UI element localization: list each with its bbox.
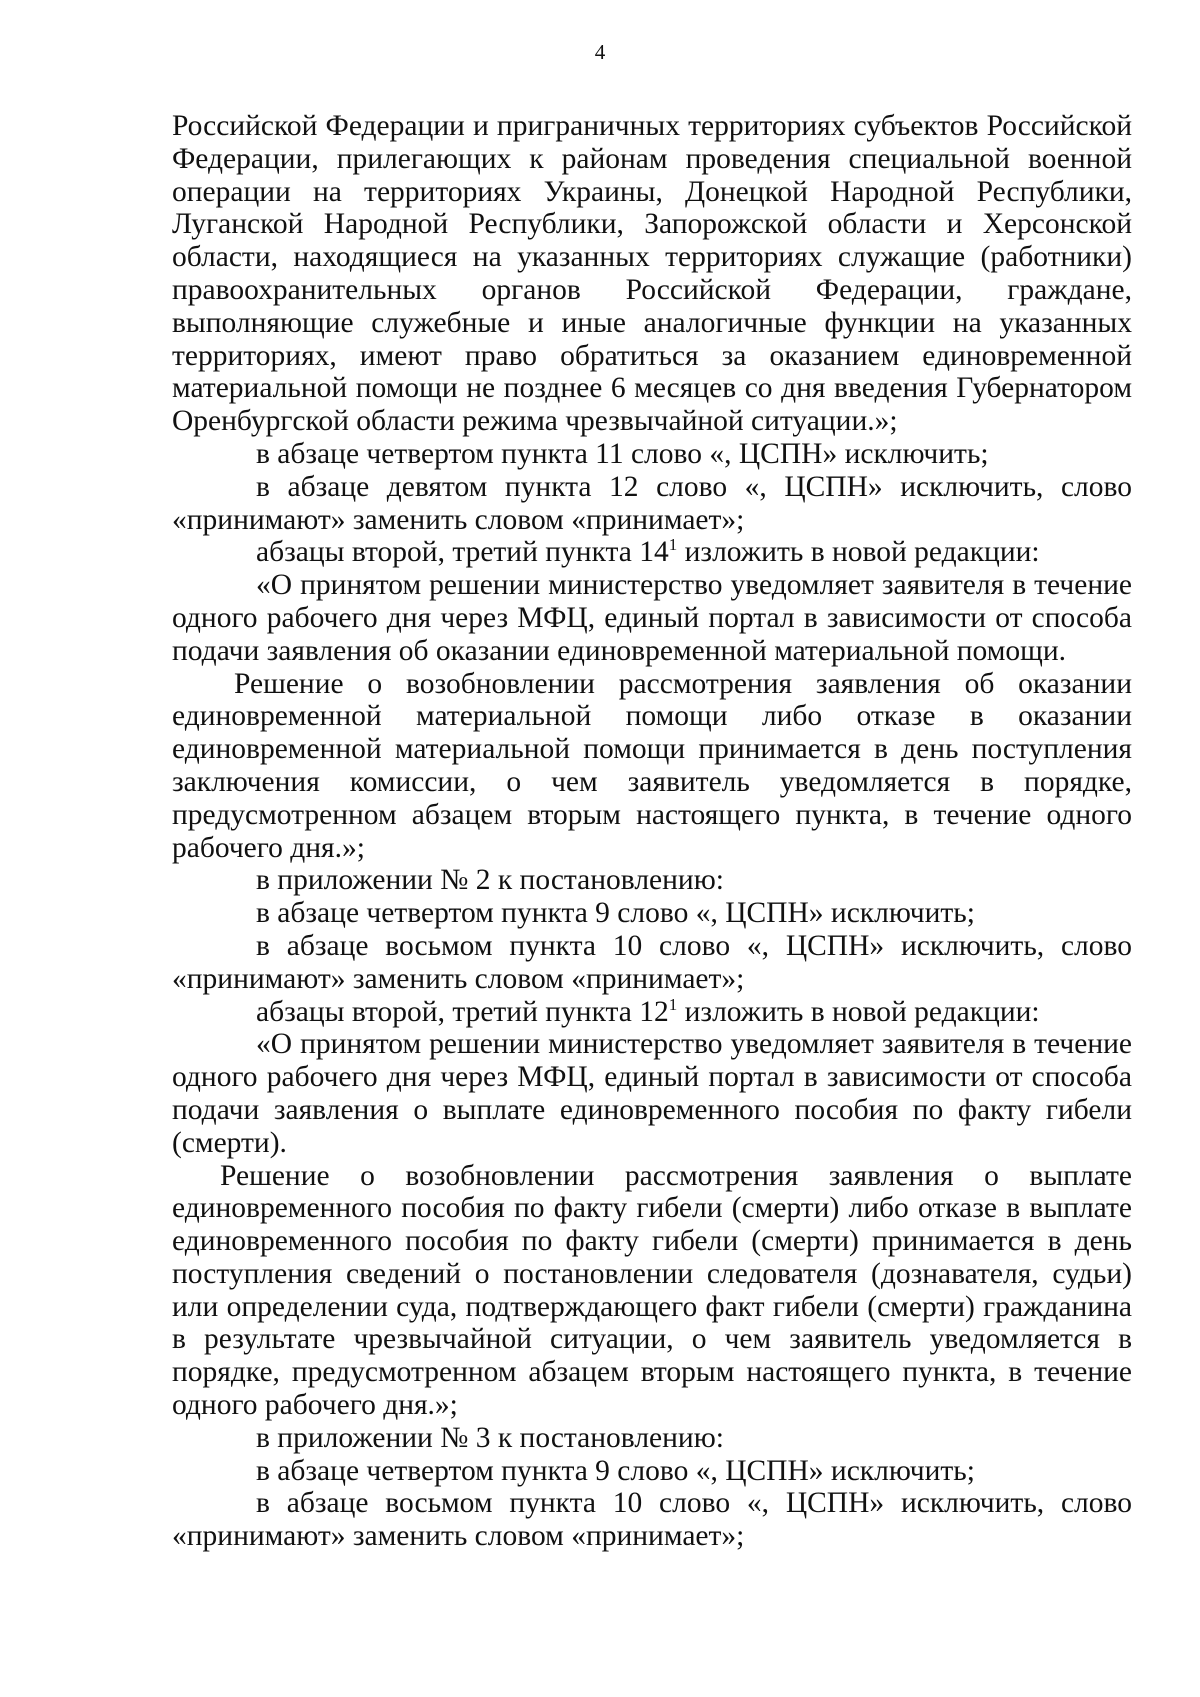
paragraph-amendment: в приложении № 2 к постановлению:	[256, 864, 724, 897]
superscript: 1	[668, 535, 678, 555]
paragraph-text: абзацы второй, третий пункта 12	[256, 995, 669, 1028]
paragraph-amendment	[172, 536, 1132, 569]
document-body	[172, 110, 1132, 1553]
paragraph-amendment: в абзаце девятом пункта 12 слово «, ЦСПН» исключить, слово «принимают» заменить словом «принимает»;	[172, 470, 1132, 536]
paragraph-quote: Решение о возобновлении рассмотрения заявления о выплате единовременного пособия по факту гибели (смерти) либо отказе в выплате единовременного пособия по факту гибели (смерти) принимается в день поступления сведений о постановлении следователя (дознавателя, судьи) или определении суда, подтверждающего факт гибели (смерти) гражданина в результате чрезвычайной ситуации, о чем заявитель уведомляется в порядке, предусмотренном абзацем вторым настоящего пункта, в течение одного рабочего дня.»;	[172, 1159, 1132, 1422]
paragraph-quote: Решение о возобновлении рассмотрения заявления об оказании единовременной материальной помощи либо отказе в оказании единовременной материальной помощи принимается в день поступления заключения комиссии, о чем заявитель уведомляется в порядке, предусмотренном абзацем вторым настоящего пункта, в течение одного рабочего дня.»;	[172, 667, 1132, 864]
paragraph-amendment: в приложении № 3 к постановлению:	[256, 1421, 724, 1454]
paragraph-quote: «О принятом решении министерство уведомляет заявителя в течение одного рабочего дня через МФЦ, единый портал в зависимости от способа подачи заявления об оказании единовременной материальной помощи.	[172, 569, 1132, 667]
paragraph-continuation: Российской Федерации и приграничных территориях субъектов Российской Федерации, прилегающих к районам проведения специальной военной операции на территориях Украины, Донецкой Народной Республики, Луганской Народной Республики, Запорожской области и Херсонской области, находящиеся на указанных территориях служащие (работники) правоохранительных органов Российской Федерации, граждане, выполняющие служебные и иные аналогичные функции на указанных территориях, имеют право обратиться за оказанием единовременной материальной помощи не позднее 6 месяцев со дня введения Губернатором Оренбургской области режима чрезвычайной ситуации.»;	[172, 110, 1132, 438]
paragraph-text: абзацы второй, третий пункта 14	[256, 536, 669, 569]
paragraph-amendment	[172, 996, 1132, 1029]
paragraph-text: изложить в новой редакции:	[677, 995, 1040, 1028]
paragraph-amendment: в абзаце восьмом пункта 10 слово «, ЦСПН» исключить, слово «принимают» заменить словом «принимает»;	[172, 929, 1132, 995]
superscript: 1	[668, 994, 678, 1014]
paragraph-quote: «О принятом решении министерство уведомляет заявителя в течение одного рабочего дня через МФЦ, единый портал в зависимости от способа подачи заявления о выплате единовременного пособия по факту гибели (смерти).	[172, 1028, 1132, 1159]
paragraph-amendment: в абзаце четвертом пункта 9 слово «, ЦСПН» исключить;	[256, 897, 975, 930]
page-number: 4	[594, 40, 606, 64]
paragraph-amendment: в абзаце восьмом пункта 10 слово «, ЦСПН» исключить, слово «принимают» заменить словом «принимает»;	[172, 1487, 1132, 1553]
paragraph-amendment: в абзаце четвертом пункта 11 слово «, ЦСПН» исключить;	[256, 437, 989, 470]
paragraph-amendment: в абзаце четвертом пункта 9 слово «, ЦСПН» исключить;	[256, 1454, 975, 1487]
paragraph-text: изложить в новой редакции:	[677, 536, 1040, 569]
